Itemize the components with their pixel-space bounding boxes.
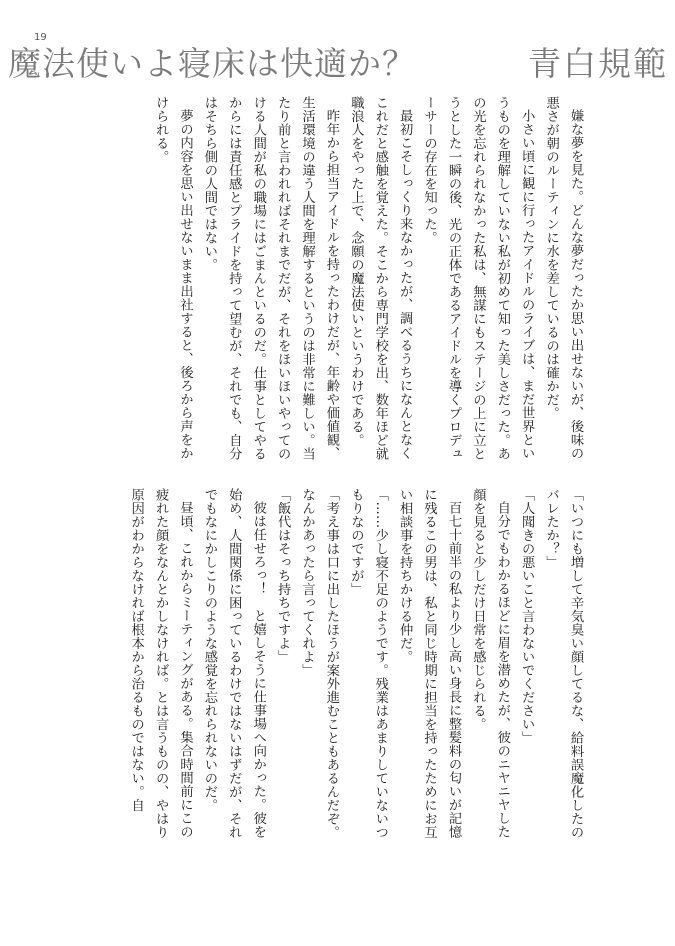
paragraph: 自分でもわかるほどに眉を潜めたが、彼のニヤニヤした顔を見ると少しだけ日常を感じられる。 [470,488,510,839]
dialogue-line: 「考え事は口に出したほうが案外進むこともあるんだぞ。なんかあったら言ってくれよ」 [299,488,339,839]
paragraph: 夢の内容を思い出せないまま出社すると、後ろから声をかけられる。 [153,96,193,461]
paragraph: 昨年から担当アイドルを持ったわけだが、年齢や価値観、生活環境の違う人間を理解するというのは非常に難しい。当たり前と言われればそれまでだが、それをほいほいやってのける人間が私の職場にはごまんといるのだ。仕事としてやるからには責任感とプライドを持って望むが、それでも、自分はそちら側の人間ではない。 [201,96,339,461]
paragraph: 嫌な夢を見た。どんな夢だったか思い出せないが、後味の悪さが朝のルーティンに水を差しているのは確かだ。 [543,96,583,461]
paragraph: 最初こそしっくり来なかったが、調べるうちになんとなくこれだと感触を覚えた。そこから専門学校を出、数年ほど就職浪人をやった上で、念願の魔法使いというわけである。 [348,96,413,461]
text-block-bottom [79,488,587,844]
dialogue-line: 「飯代はそっち持ちですよ」 [275,488,291,664]
paragraph: 小さい頃に観に行ったアイドルのライブは、まだ世界というものを理解していない私が初めて知った美しさだった。あの光を忘れられなかった私は、無謀にもステージの上に立とうとした一瞬の後、光の正体であるアイドルを導くプロデューサーの存在を知った。 [421,96,535,461]
page-title: 魔法使いよ寝床は快適か？ [8,44,416,83]
paragraph: 昼頃、これからミーティングがある。集合時間前にこの疲れた顔をなんとかしなければ。とは言うものの、やはり原因がわからなければ根本から治るものではない。自 [128,488,193,839]
dialogue-line: 「……少し寝不足のようです。残業はあまりしていないつもりなのですが」 [348,488,388,839]
author-name: 青白規範 [528,44,668,83]
paragraph: 百七十前半の私より少し高い身長に整髪料の匂いが記憶に残るこの男は、私と同じ時期に担当を持ったためにお互い相談事を持ちかける仲だ。 [397,488,461,839]
page-header [8,42,668,86]
dialogue-line: 「人聞きの悪いこと言わないでください」 [519,488,535,745]
dialogue-line: 「いつにも増して辛気臭い顔してるな、給料誤魔化したのバレたか？」 [543,488,583,839]
paragraph: 彼は任せろっ！ と嬉しそうに仕事場へ向かった。彼を始め、人間関係に困っているわけではないはずだが、それでもなにかしこりのような感覚を忘れられないのだ。 [201,488,266,839]
page-number: 19 [34,32,47,43]
text-block-top [79,96,587,468]
